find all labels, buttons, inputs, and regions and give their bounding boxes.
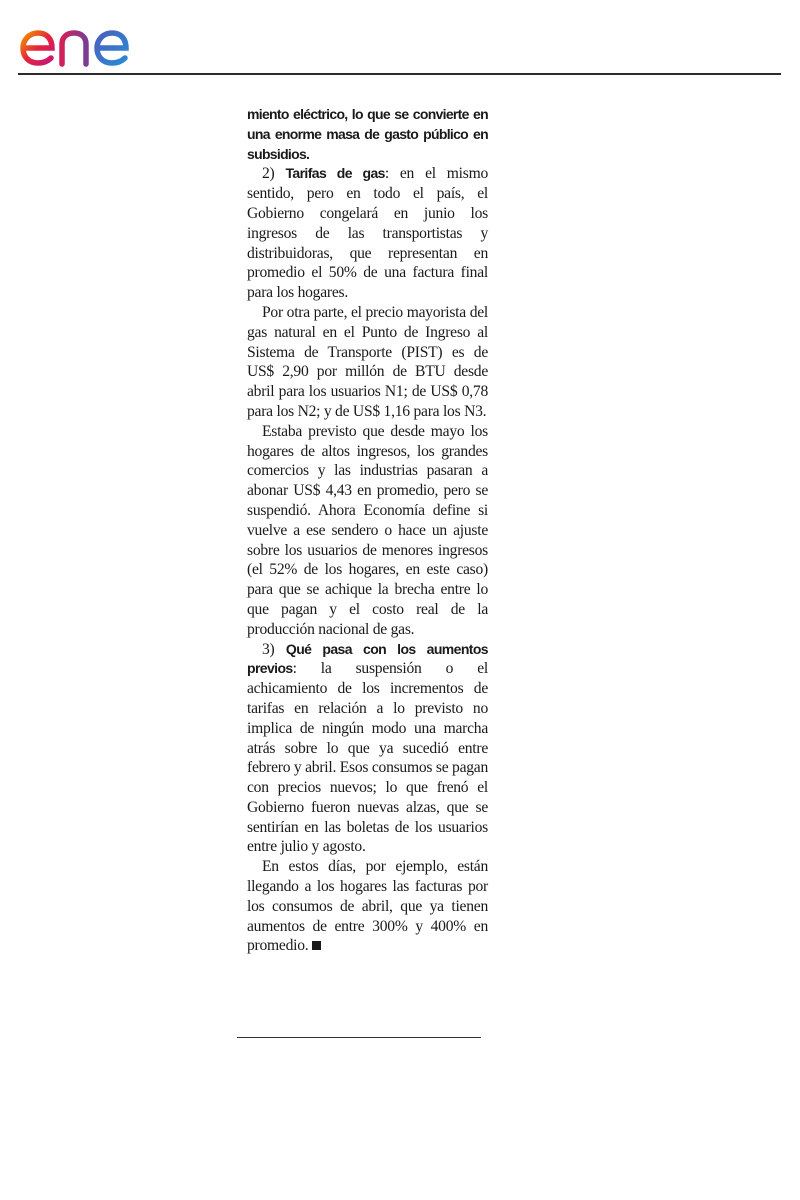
footer-divider <box>237 1037 481 1038</box>
paragraph-aumentos-previos-text: : la suspensión o el achicamiento de los incrementos de tarifas en relación a lo previsto no implica de ningún modo una marcha atrás sobre lo que ya sucedió entre febrero y abril. Esos consumos se pagan con precios nuevos; lo que frenó el Gobierno fueron nuevas alzas, que se sentirían en las boletas de los usuarios entre julio y agosto. <box>247 660 488 856</box>
lead-aumentos-previos: Qué pasa con los aumentos previos <box>247 640 488 677</box>
logo-letter-e2 <box>97 33 126 63</box>
paragraph-en-estos-dias <box>247 857 488 956</box>
paragraph-aumentos-previos <box>247 640 488 858</box>
paragraph-estaba-previsto: Estaba previsto que desde mayo los hogares de altos ingresos, los grandes comercios y las industrias pasaran a abonar US$ 4,43 en promedio, pero se suspendió. Ahora Economía define si vuelve a ese sendero o hace un ajuste sobre los usuarios de menores ingresos (el 52% de los hogares, en este caso) para que se achique la brecha entre lo que pagan y el costo real de la producción nacional de gas. <box>247 422 488 638</box>
logo-letter-n <box>62 33 86 64</box>
item-number-3: 3) <box>262 640 286 658</box>
enel-logo <box>16 8 181 72</box>
article-column <box>247 105 488 956</box>
paragraph-tarifas-gas <box>247 164 488 303</box>
paragraph-precio-mayorista: Por otra parte, el precio mayorista del gas natural en el Punto de Ingreso al Sistema de Transporte (PIST) es de US$ 2,90 por millón de BTU desde abril para los usuarios N1; de US$ 0,78 para los N2; y de US$ 1,16 para los N3. <box>247 303 488 420</box>
paragraph-tarifas-gas-text: : en el mismo sentido, pero en todo el país, el Gobierno congelará en junio los ingresos de las transportistas y distribuidoras, que representan en promedio el 50% de una factura final para los hogares. <box>247 165 488 302</box>
logo-letter-e1 <box>23 33 52 63</box>
paragraph-en-estos-dias-text: En estos días, por ejemplo, están llegando a los hogares las facturas por los consumos de abril, que ya tienen aumentos de entre 300% y 400% en promedio. <box>247 858 488 955</box>
item-number-2: 2) <box>262 165 286 183</box>
lead-tarifas-gas: Tarifas de gas <box>285 165 385 182</box>
intro-paragraph: miento eléctrico, lo que se convierte en una enorme masa de gasto público en subsidios. <box>247 106 488 162</box>
end-of-article-square-icon <box>312 941 321 950</box>
header-divider <box>18 73 781 75</box>
